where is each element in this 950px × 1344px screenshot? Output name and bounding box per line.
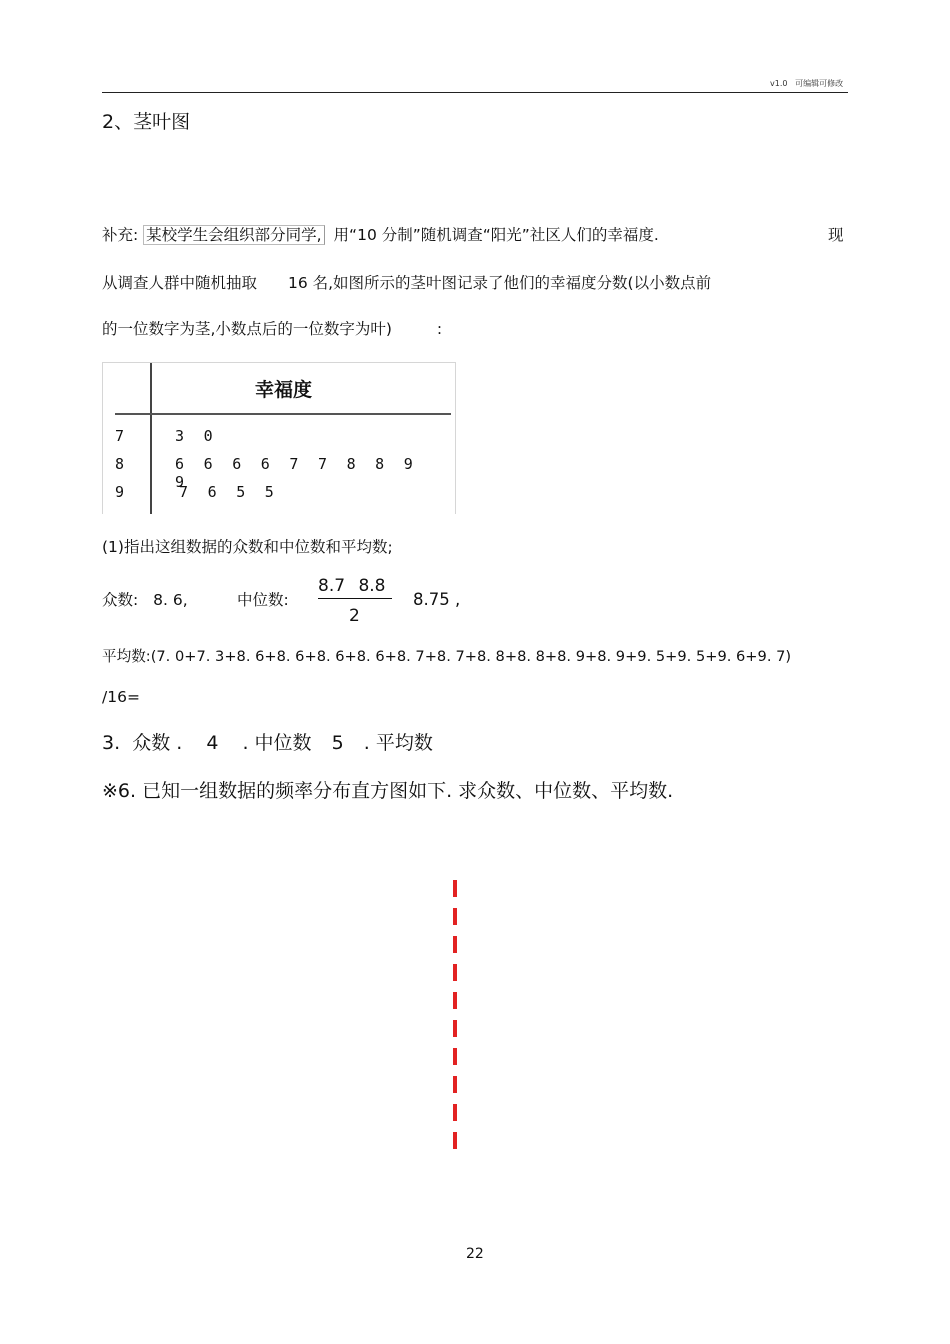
intro-line-3: 的一位数字为茎,小数点后的一位数字为叶) :: [102, 320, 443, 338]
stem-leaf-plot: [102, 362, 456, 514]
fraction-numerator: 8.7 8.8: [318, 576, 386, 596]
leaf: 7: [317, 455, 327, 473]
stem-8: 8: [115, 455, 125, 473]
mean-expression: 平均数:(7. 0+7. 3+8. 6+8. 6+8. 6+8. 6+8. 7+8. 7+8. 8+8. 8+8. 9+8. 9+9. 5+9. 5+9. 6+9. 7): [102, 648, 792, 665]
median-result: 8.75 ,: [413, 590, 461, 609]
leaf: 8: [346, 455, 356, 473]
mode-answer: 众数: 8. 6,: [102, 591, 188, 609]
fraction-denominator: 2: [349, 606, 360, 626]
leaves-row-7: [175, 427, 232, 445]
leaf: 8: [375, 455, 385, 473]
leaf: 5: [264, 483, 274, 501]
stem-9: 9: [115, 483, 125, 501]
intro-line-2: 从调查人群中随机抽取 16 名,如图所示的茎叶图记录了他们的幸福度分数(以小数点前: [102, 274, 712, 292]
leaf: 7: [289, 455, 299, 473]
item-6: ※6. 已知一组数据的频率分布直方图如下. 求众数、中位数、平均数.: [102, 780, 674, 802]
header-rule: [102, 92, 848, 93]
stem-7: 7: [115, 427, 125, 445]
leaves-row-9: [179, 483, 293, 501]
median-label: 中位数:: [237, 591, 289, 609]
item-3: 3. 众数 . 4 . 中位数 5 . 平均数: [102, 732, 433, 754]
leaf: 7: [179, 483, 189, 501]
section-title: 2、茎叶图: [102, 111, 191, 133]
header-divider: [115, 413, 451, 415]
leaf: 6: [232, 455, 242, 473]
leaf: 9: [403, 455, 413, 473]
page-number: 22: [466, 1246, 484, 1262]
leaf: 6: [175, 455, 185, 473]
mean-divisor: /16=: [102, 688, 140, 706]
question-1: (1)指出这组数据的众数和中位数和平均数;: [102, 538, 393, 556]
leaf: 5: [236, 483, 246, 501]
leaf: 6: [207, 483, 217, 501]
leaf: 6: [260, 455, 270, 473]
boxed-text: 某校学生会组织部分同学,: [143, 225, 324, 245]
leaf: 0: [203, 427, 213, 445]
version-label: v1.0 可编辑可修改: [770, 79, 844, 88]
stem-divider: [150, 363, 152, 514]
stem-leaf-title: 幸福度: [255, 379, 313, 401]
leaf: 6: [203, 455, 213, 473]
leaf: 3: [175, 427, 185, 445]
leaf: 9: [175, 473, 185, 491]
intro-line-1-end: 现: [828, 226, 844, 244]
intro-line-1: 补充: 某校学生会组织部分同学, 用“10 分制”随机调查“阳光”社区人们的幸福度.: [102, 226, 659, 244]
fraction-bar: [318, 598, 392, 599]
